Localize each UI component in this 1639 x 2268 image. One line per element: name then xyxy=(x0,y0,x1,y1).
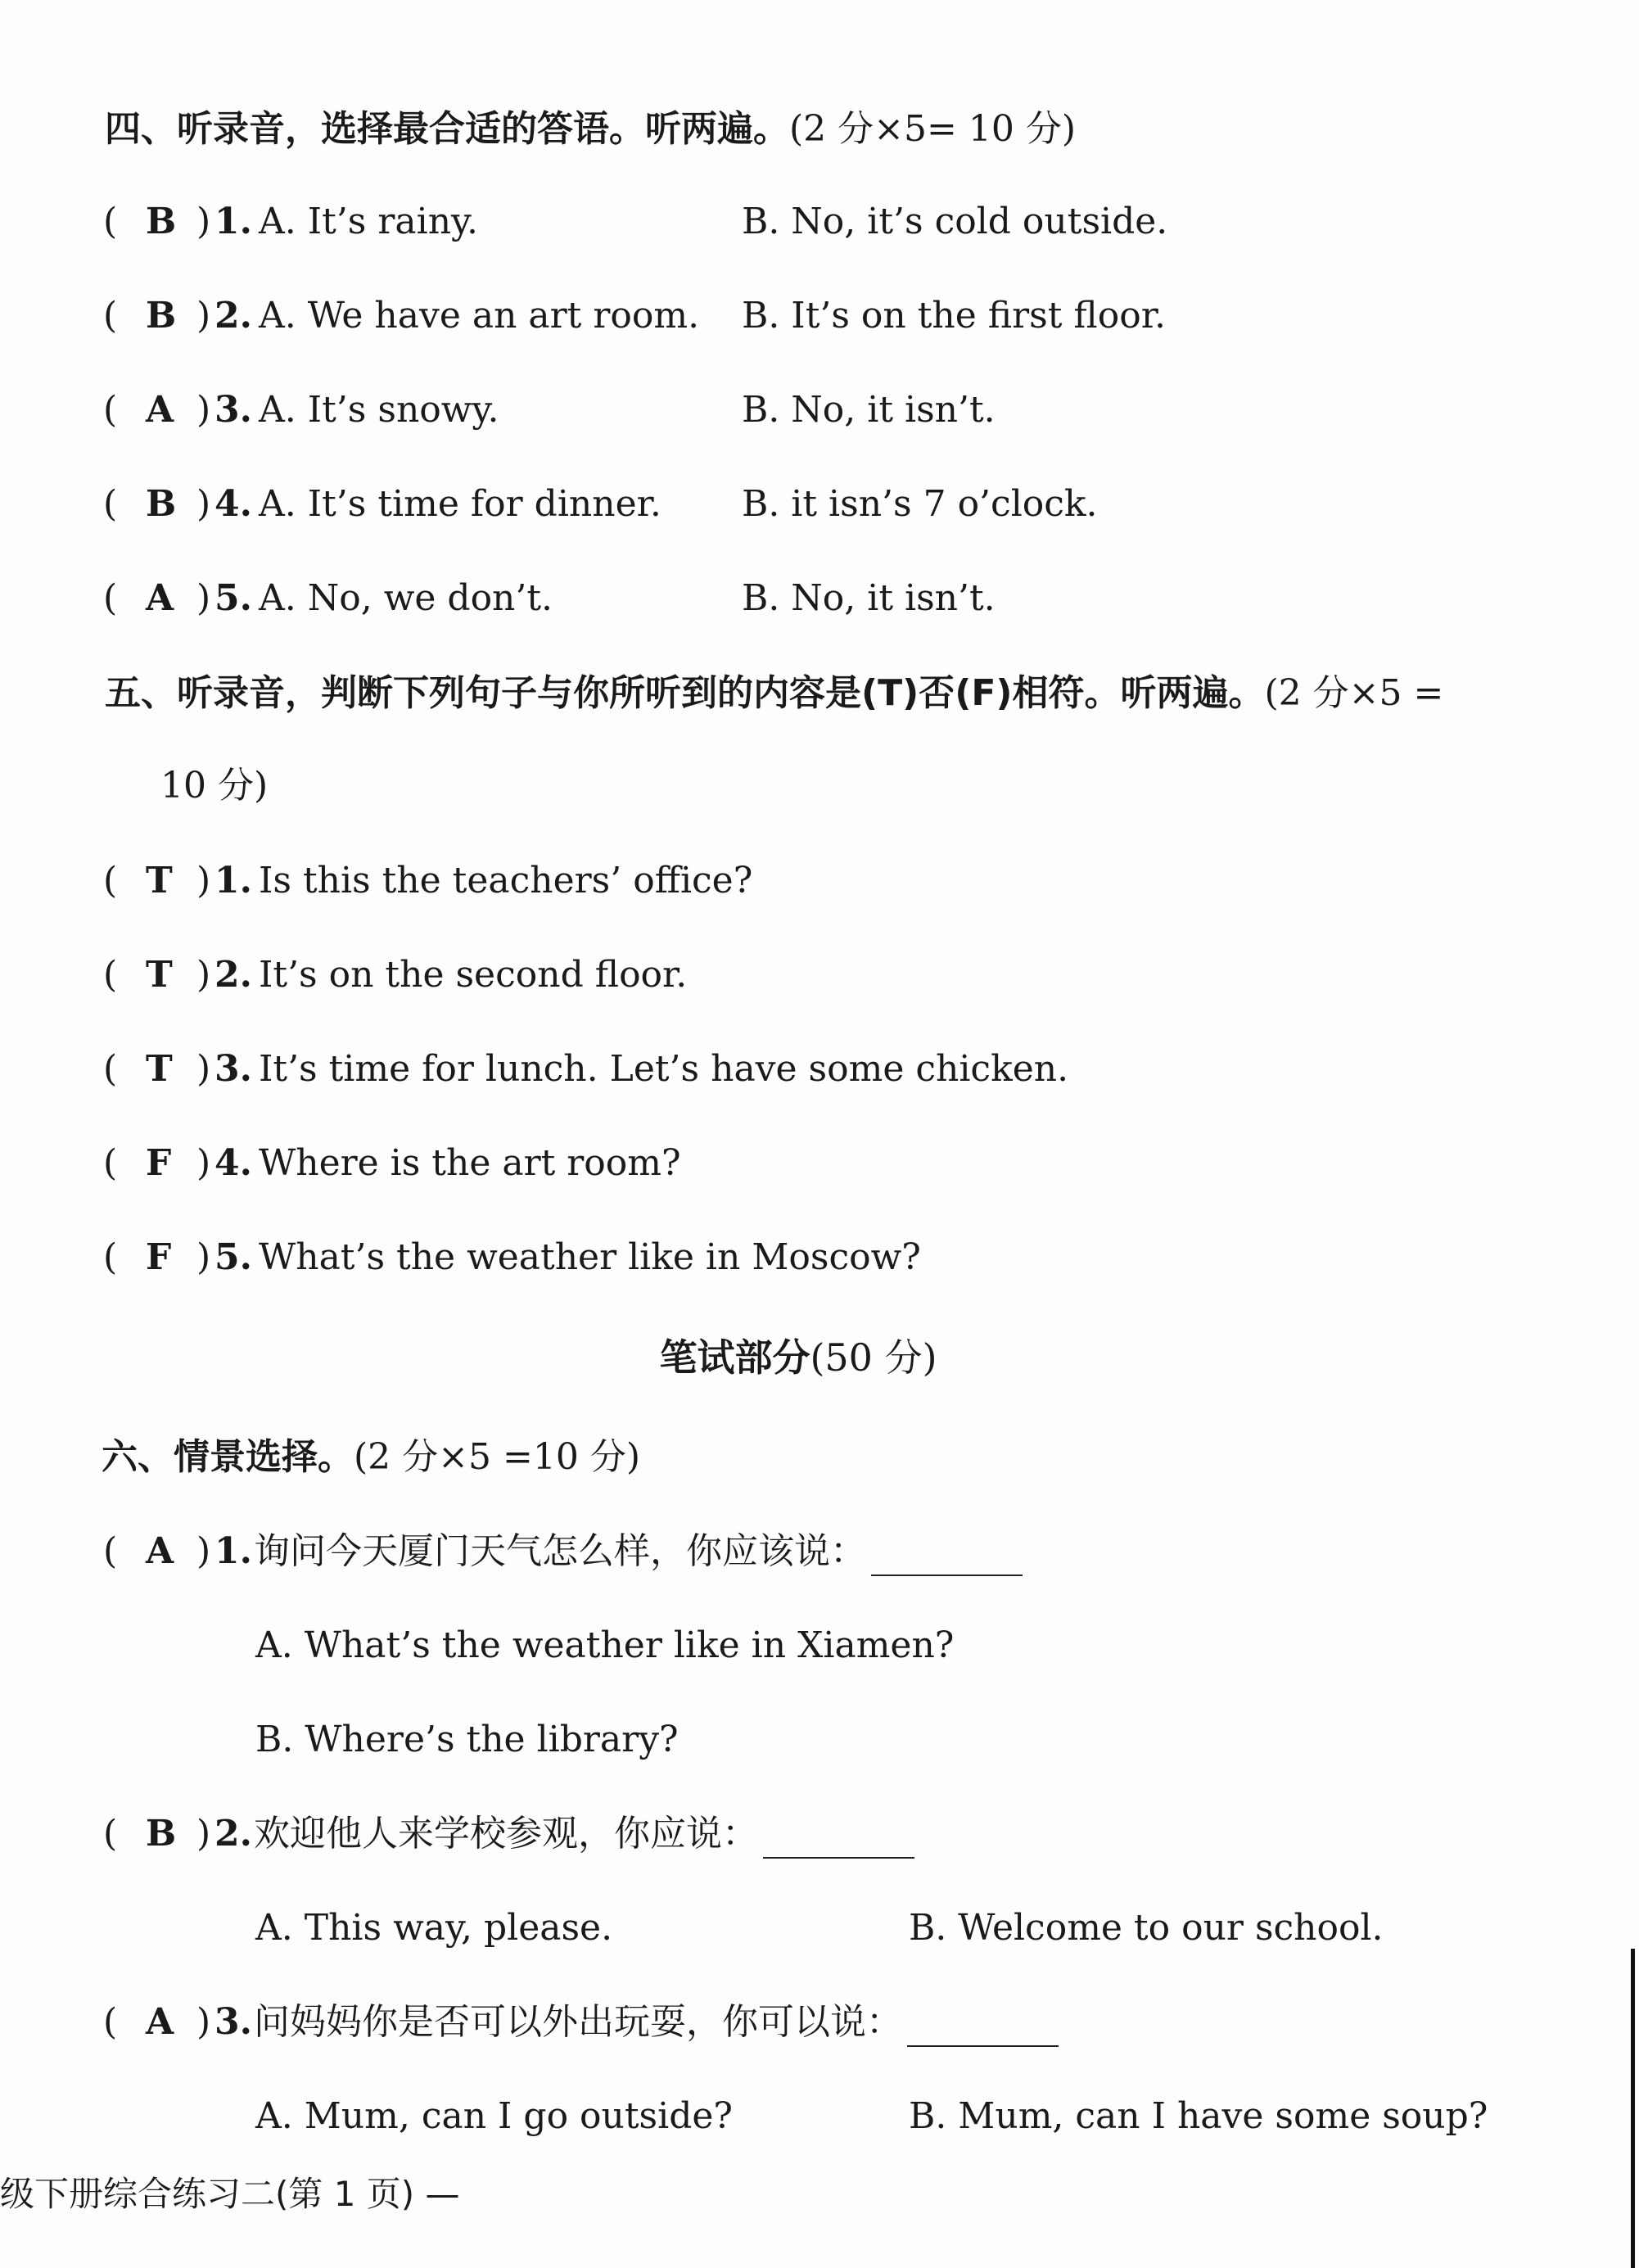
answer: T xyxy=(146,954,173,996)
question-number: 1. xyxy=(214,1530,252,1572)
question-number: 4. xyxy=(214,483,252,525)
answer-blank xyxy=(907,2009,1059,2047)
written-title: 笔试部分 xyxy=(659,1335,810,1380)
question-number: 5. xyxy=(214,577,252,619)
question-number: 1. xyxy=(214,201,252,242)
statement: What’s the weather like in Moscow? xyxy=(259,1236,921,1278)
question-number: 3. xyxy=(214,1048,252,1090)
section-4-points: (2 分×5= 10 分) xyxy=(789,108,1077,150)
option-a: A. This way, please. xyxy=(255,1907,613,1949)
section-5-title: 五、听录音，判断下列句子与你所听到的内容是(T)否(F)相符。听两遍。 xyxy=(105,672,1265,714)
page-footer: 级下册综合练习二(第 1 页) — xyxy=(0,2174,460,2214)
answer: F xyxy=(146,1142,172,1184)
answer: B xyxy=(146,1813,177,1855)
option-b: B. No, it isn’t. xyxy=(742,389,996,431)
answer: B xyxy=(146,483,177,525)
question-number: 5. xyxy=(214,1236,252,1278)
section-4-title: 四、听录音，选择最合适的答语。听两遍。 xyxy=(105,108,789,150)
question-prompt: 欢迎他人来学校参观，你应说： xyxy=(254,1813,758,1855)
page-edge-rule xyxy=(1631,1949,1635,2268)
statement: Where is the art room? xyxy=(259,1142,681,1184)
section-6-title: 六、情景选择。 xyxy=(102,1436,354,1478)
option-a: A. It’s rainy. xyxy=(259,201,479,242)
option-b: B. No, it isn’t. xyxy=(742,577,996,619)
question-number: 2. xyxy=(214,1813,252,1855)
option-b: B. It’s on the first floor. xyxy=(742,295,1166,337)
statement: It’s on the second floor. xyxy=(259,954,688,996)
answer: A xyxy=(146,2001,174,2043)
answer: B xyxy=(146,295,177,337)
answer: T xyxy=(146,860,173,901)
section-4-heading xyxy=(105,105,1076,154)
answer: T xyxy=(146,1048,173,1090)
option-a: A. It’s time for dinner. xyxy=(259,483,661,525)
section-5-heading-cont xyxy=(160,761,268,811)
section-5-points: (2 分×5 = xyxy=(1264,672,1444,714)
question-number: 2. xyxy=(214,954,252,996)
option-a: A. What’s the weather like in Xiamen? xyxy=(255,1624,955,1666)
question-number: 3. xyxy=(214,2001,252,2043)
option-a: A. We have an art room. xyxy=(259,295,700,337)
question-number: 4. xyxy=(214,1142,252,1184)
section-5-heading xyxy=(105,669,1443,718)
statement: Is this the teachers’ office? xyxy=(259,860,753,901)
answer-blank xyxy=(763,1821,914,1859)
written-points: (50 分) xyxy=(810,1335,937,1380)
answer: A xyxy=(146,1530,174,1572)
option-b: B. No, it’s cold outside. xyxy=(742,201,1168,242)
question-number: 2. xyxy=(214,295,252,337)
statement: It’s time for lunch. Let’s have some chicken. xyxy=(259,1048,1069,1090)
option-a: A. No, we don’t. xyxy=(259,577,553,619)
option-b: B. Where’s the library? xyxy=(255,1719,679,1760)
answer: A xyxy=(146,577,174,619)
question-number: 1. xyxy=(214,860,252,901)
answer: F xyxy=(146,1236,172,1278)
written-section-title xyxy=(0,1331,1596,1385)
question-number: 3. xyxy=(214,389,252,431)
option-b: B. Welcome to our school. xyxy=(909,1907,1384,1949)
question-prompt: 问妈妈你是否可以外出玩耍，你可以说： xyxy=(254,2001,902,2043)
option-a: A. Mum, can I go outside? xyxy=(255,2095,733,2137)
answer-blank xyxy=(871,1538,1023,1576)
option-b: B. Mum, can I have some soup? xyxy=(909,2095,1488,2137)
section-5-points-cont: 10 分) xyxy=(160,765,269,806)
section-6-points: (2 分×5 =10 分) xyxy=(354,1436,641,1478)
question-prompt: 询问今天厦门天气怎么样，你应该说： xyxy=(254,1530,866,1572)
worksheet-page: 四、听录音，选择最合适的答语。听两遍。(2 分×5= 10 分) ( B ) 1. A. It’s rainy. B. No, it’s cold outside. ( B ) 2. A. We have an art room. B. It’s on the first floor. ( A ) 3. A. It’s snowy. B. No, it isn’t. ( B ) 4. A. It’s time for dinner. B. it isn’s 7 o’clock. ( A ) 5. A. No, we don’t. B. No, it isn’t. 五、听录音，判断下列句子与你所听到的内容是(T)否(F)相符。听两遍。(2 分×5 = 10 分) ( T ) 1. Is this the teachers’ office? ( T ) 2. It’s on the second floor. ( T ) 3. It’s time for lunch. Let’s have some chicken. ( F ) 4. Where is the art room? ( F ) 5. What’s the weather like in Moscow? 笔试部分(50 分) 六、情景选择。(2 分×5 =10 分) ( A ) 1. 询问今天厦门天气怎么样，你应该说： A. What’s the weather like in Xiamen? B. Where’s the library? ( B ) 2. 欢迎他人来学校参观，你应说： A. This way, please. B. Welcome to our school. ( A ) 3. 问妈妈你是否可以外出玩耍，你可以说： A. Mum, can I go outside? B. Mum, can I have some soup? 级下册综合练习二(第 1 页) — xyxy=(0,0,1639,2268)
answer: B xyxy=(146,201,177,242)
option-b: B. it isn’s 7 o’clock. xyxy=(742,483,1098,525)
section-6-heading xyxy=(102,1433,640,1482)
answer: A xyxy=(146,389,174,431)
option-a: A. It’s snowy. xyxy=(259,389,499,431)
